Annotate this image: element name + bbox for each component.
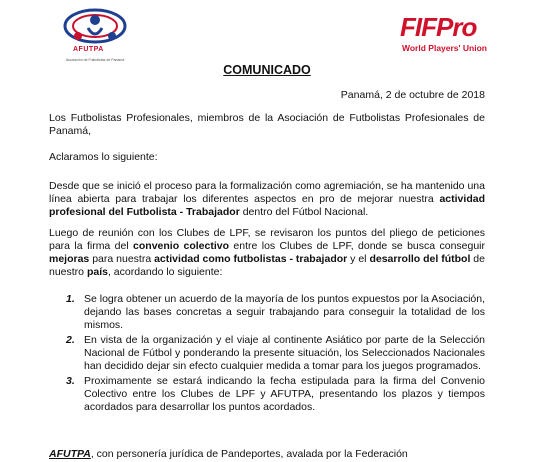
list-item [66, 293, 485, 332]
footer-bold: AFUTPA [49, 448, 91, 460]
agreement-list [66, 293, 485, 416]
list-item-number: 3. [66, 375, 75, 387]
afutpa-logo-subtitle: Asociación de Futbolistas de Panamá [65, 58, 125, 62]
list-item-text: En vista de la organización y el viaje al continente Asiático por parte de la Selección Nacional de Fútbol y ponderando la presente situación, los Seleccionados Nacionales han decidido dejar sin efecto cualquier medida a tomar para los juegos programados. [84, 334, 485, 372]
paragraph-2-bold-2: mejoras [49, 253, 90, 265]
fifpro-logo-name: FIFPro [400, 12, 477, 42]
fifpro-logo-tagline: World Players' Union [402, 43, 487, 53]
paragraph-1 [49, 180, 485, 219]
afutpa-logo-name: AFUTPA [73, 46, 104, 53]
paragraph-2-bold-4: desarrollo del fútbol [369, 253, 471, 265]
list-item-text: Se logra obtener un acuerdo de la mayoría de los puntos expuestos por la Asociación, dejando las bases concretas a seguir trabajando para conseguir la totalidad de los mismos. [84, 293, 486, 331]
paragraph-2-text-2: entre los Clubes de LPF, donde se busca conseguir [229, 240, 486, 252]
paragraph-1-bold: actividad profesional del Futbolista - Trabajador [49, 193, 485, 218]
paragraph-2-text-4: y el [347, 253, 370, 265]
paragraph-2-text-6: , acordando lo siguiente: [107, 266, 223, 278]
paragraph-2-text-1: Luego de reunión con los Clubes de LPF, se revisaron los puntos del pliego de peticiones para la firma del [49, 227, 485, 252]
paragraph-2-text-3: para nuestra [89, 253, 155, 265]
list-item [66, 334, 485, 373]
paragraph-2-bold-3: actividad como futbolistas - trabajador [154, 253, 348, 265]
paragraph-2-text-5: de nuestro [49, 253, 485, 278]
paragraph-2-bold-5: país [86, 266, 108, 278]
paragraph-1-text: Desde que se inició el proceso para la formalización como agremiación, se ha mantenido una línea abierta para trabajar los diferentes aspectos en pro de mejorar nuestra [49, 180, 485, 205]
list-item-number: 1. [66, 293, 75, 305]
document-title: COMUNICADO [223, 63, 311, 77]
fifpro-logo [396, 12, 496, 62]
list-item [66, 375, 485, 414]
clarify-paragraph: Aclaramos lo siguiente: [49, 151, 158, 163]
document-date: Panamá, 2 de octubre de 2018 [340, 89, 485, 101]
footer-text: , con personería jurídica de Pandeportes, avalada por la Federación [90, 448, 408, 460]
paragraph-2-bold-1: convenio colectivo [133, 240, 230, 252]
list-item-number: 2. [66, 334, 75, 346]
footer-paragraph [49, 448, 485, 461]
paragraph-2 [49, 227, 485, 279]
afutpa-emblem-icon [50, 6, 140, 50]
list-item-text: Proximamente se estará indicando la fecha estipulada para la firma del Convenio Colectivo entre los Clubes de LPF y AFUTPA, presentando los plazos y tiempos acordados para desarrollar los puntos acordados. [84, 375, 485, 413]
intro-paragraph: Los Futbolistas Profesionales, miembros de la Asociación de Futbolistas Profesionales de Panamá, [49, 112, 485, 137]
paragraph-1-text-end: dentro del Fútbol Nacional. [239, 206, 369, 218]
afutpa-logo [50, 6, 140, 68]
